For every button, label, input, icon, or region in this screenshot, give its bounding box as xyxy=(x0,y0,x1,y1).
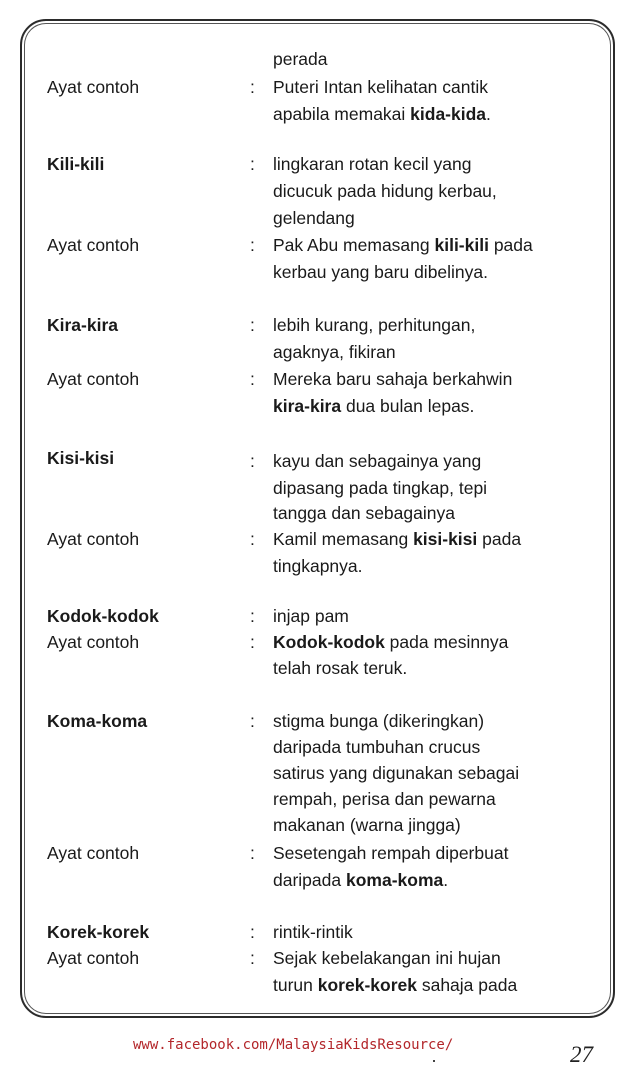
entry-term-kira-kira: Kira-kira xyxy=(47,315,119,335)
separator-colon: : xyxy=(250,77,255,97)
entry-term-kisi-kisi: Kisi-kisi xyxy=(47,448,115,468)
example-line: kerbau yang baru dibelinya. xyxy=(273,262,489,282)
example-line: apabila memakai kida-kida. xyxy=(273,104,491,124)
definition-line: lingkaran rotan kecil yang xyxy=(273,154,472,174)
definition-line: rempah, perisa dan pewarna xyxy=(273,789,496,809)
separator-colon: : xyxy=(250,154,255,174)
example-line: turun korek-korek sahaja pada xyxy=(273,975,518,995)
separator-colon: : xyxy=(250,948,255,968)
definition-line: gelendang xyxy=(273,208,355,228)
example-line: kira-kira dua bulan lepas. xyxy=(273,396,475,416)
separator-colon: : xyxy=(250,235,255,255)
definition-line: kayu dan sebagainya yang xyxy=(273,451,482,471)
definition-line: makanan (warna jingga) xyxy=(273,815,461,835)
example-line: Kodok-kodok pada mesinnya xyxy=(273,632,509,652)
highlighted-term: Kodok-kodok xyxy=(273,632,385,652)
separator-colon: : xyxy=(250,711,255,731)
definition-line: agaknya, fikiran xyxy=(273,342,396,362)
highlighted-term: korek-korek xyxy=(317,975,417,995)
separator-colon: : xyxy=(250,632,255,652)
highlighted-term: kili-kili xyxy=(434,235,489,255)
example-line: Kamil memasang kisi-kisi pada xyxy=(273,529,522,549)
definition-line: stigma bunga (dikeringkan) xyxy=(273,711,485,731)
example-line: Pak Abu memasang kili-kili pada xyxy=(273,235,533,255)
separator-colon: : xyxy=(250,529,255,549)
example-line: tingkapnya. xyxy=(273,556,363,576)
example-line: Mereka baru sahaja berkahwin xyxy=(273,369,513,389)
example-line: telah rosak teruk. xyxy=(273,658,408,678)
highlighted-term: koma-koma xyxy=(345,870,444,890)
speck-mark xyxy=(433,1060,435,1062)
highlighted-term: kisi-kisi xyxy=(413,529,478,549)
entry-term-koma-koma: Koma-koma xyxy=(47,711,148,731)
definition-line: injap pam xyxy=(273,606,349,626)
separator-colon: : xyxy=(250,606,255,626)
example-line: daripada koma-koma. xyxy=(273,870,449,890)
definition-line: daripada tumbuhan crucus xyxy=(273,737,481,757)
separator-colon: : xyxy=(250,451,255,471)
separator-colon: : xyxy=(250,369,255,389)
example-label: Ayat contoh xyxy=(47,235,140,255)
example-line: Sejak kebelakangan ini hujan xyxy=(273,948,501,968)
example-label: Ayat contoh xyxy=(47,369,140,389)
highlighted-term: kira-kira xyxy=(273,396,342,416)
highlighted-term: kida-kida xyxy=(410,104,487,124)
definition-line: lebih kurang, perhitungan, xyxy=(273,315,476,335)
definition-continuation: perada xyxy=(273,49,328,69)
example-label: Ayat contoh xyxy=(47,632,140,652)
example-label: Ayat contoh xyxy=(47,77,140,97)
source-url: www.facebook.com/MalaysiaKidsResource/ xyxy=(133,1037,454,1053)
separator-colon: : xyxy=(250,922,255,942)
definition-line: dicucuk pada hidung kerbau, xyxy=(273,181,497,201)
separator-colon: : xyxy=(250,843,255,863)
example-line: Puteri Intan kelihatan cantik xyxy=(273,77,488,97)
entry-term-korek-korek: Korek-korek xyxy=(47,922,150,942)
example-label: Ayat contoh xyxy=(47,529,140,549)
definition-line: tangga dan sebagainya xyxy=(273,503,455,523)
definition-line: rintik-rintik xyxy=(273,922,353,942)
example-line: Sesetengah rempah diperbuat xyxy=(273,843,509,863)
page-number: 27 xyxy=(570,1042,593,1067)
example-label: Ayat contoh xyxy=(47,948,140,968)
entry-term-kodok-kodok: Kodok-kodok xyxy=(47,606,159,626)
separator-colon: : xyxy=(250,315,255,335)
entry-term-kili-kili: Kili-kili xyxy=(47,154,105,174)
definition-line: dipasang pada tingkap, tepi xyxy=(273,478,488,498)
definition-line: satirus yang digunakan sebagai xyxy=(273,763,520,783)
example-label: Ayat contoh xyxy=(47,843,140,863)
